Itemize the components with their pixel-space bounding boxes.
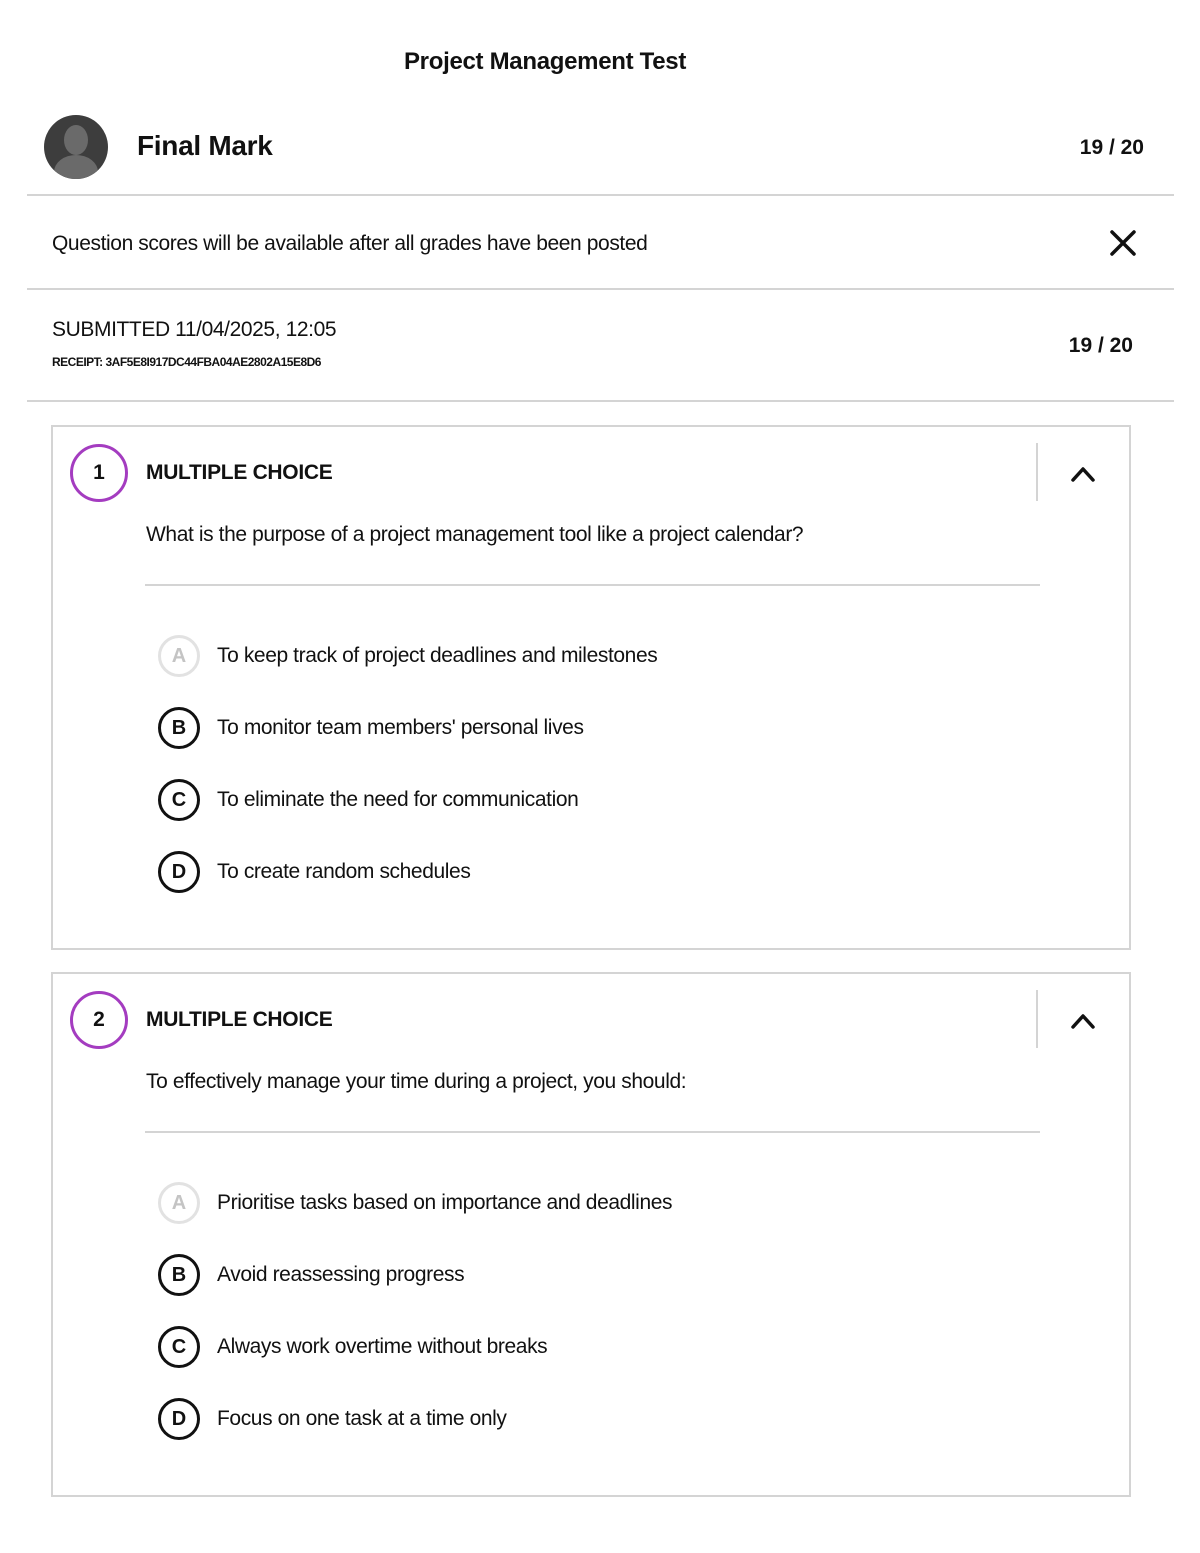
answer-options [158, 635, 657, 923]
option-letter: B [158, 1254, 200, 1296]
option-b[interactable] [158, 1254, 672, 1326]
option-text: To keep track of project deadlines and milestones [217, 644, 658, 667]
option-text: Avoid reassessing progress [217, 1263, 465, 1286]
option-text: Prioritise tasks based on importance and deadlines [217, 1191, 673, 1214]
final-mark-row [27, 114, 1174, 196]
option-letter: D [158, 851, 200, 893]
option-letter: D [158, 1398, 200, 1440]
answer-options [158, 1182, 672, 1470]
header-divider [1036, 990, 1038, 1048]
user-avatar-icon [44, 115, 108, 179]
header-divider [1036, 443, 1038, 501]
page-title: Project Management Test [403, 48, 687, 75]
option-c[interactable] [158, 1326, 672, 1398]
option-text: To create random schedules [217, 860, 471, 883]
option-c[interactable] [158, 779, 657, 851]
chevron-up-icon[interactable] [1066, 457, 1100, 491]
option-a[interactable] [158, 1182, 672, 1254]
close-icon[interactable] [1108, 228, 1138, 258]
question-number-badge: 2 [70, 991, 128, 1049]
final-mark-label: Final Mark [137, 130, 273, 161]
option-text: Focus on one task at a time only [217, 1407, 507, 1430]
question-card-1 [51, 425, 1131, 950]
option-d[interactable] [158, 1398, 672, 1470]
option-letter: A [158, 635, 200, 677]
final-mark-score: 19 / 20 [1079, 136, 1144, 159]
question-type: MULTIPLE CHOICE [146, 1008, 333, 1031]
question-text: What is the purpose of a project management tool like a project calendar? [146, 523, 804, 546]
question-divider [145, 584, 1040, 586]
option-letter: A [158, 1182, 200, 1224]
option-d[interactable] [158, 851, 657, 923]
receipt-id: RECEIPT: 3AF5E8I917DC44FBA04AE2802A15E8D6 [52, 355, 321, 369]
question-number-badge: 1 [70, 444, 128, 502]
option-b[interactable] [158, 707, 657, 779]
chevron-up-icon[interactable] [1066, 1004, 1100, 1038]
option-text: Always work overtime without breaks [217, 1335, 548, 1358]
option-text: To eliminate the need for communication [217, 788, 579, 811]
question-divider [145, 1131, 1040, 1133]
attempt-row [27, 290, 1174, 402]
option-text: To monitor team members' personal lives [217, 716, 584, 739]
option-letter: B [158, 707, 200, 749]
submitted-timestamp: SUBMITTED 11/04/2025, 12:05 [52, 318, 337, 341]
notice-text: Question scores will be available after all grades have been posted [52, 232, 648, 255]
option-letter: C [158, 1326, 200, 1368]
option-a[interactable] [158, 635, 657, 707]
grades-notice [27, 196, 1174, 290]
question-text: To effectively manage your time during a project, you should: [146, 1070, 687, 1093]
question-type: MULTIPLE CHOICE [146, 461, 333, 484]
attempt-score: 19 / 20 [1068, 334, 1133, 357]
question-card-2 [51, 972, 1131, 1497]
option-letter: C [158, 779, 200, 821]
